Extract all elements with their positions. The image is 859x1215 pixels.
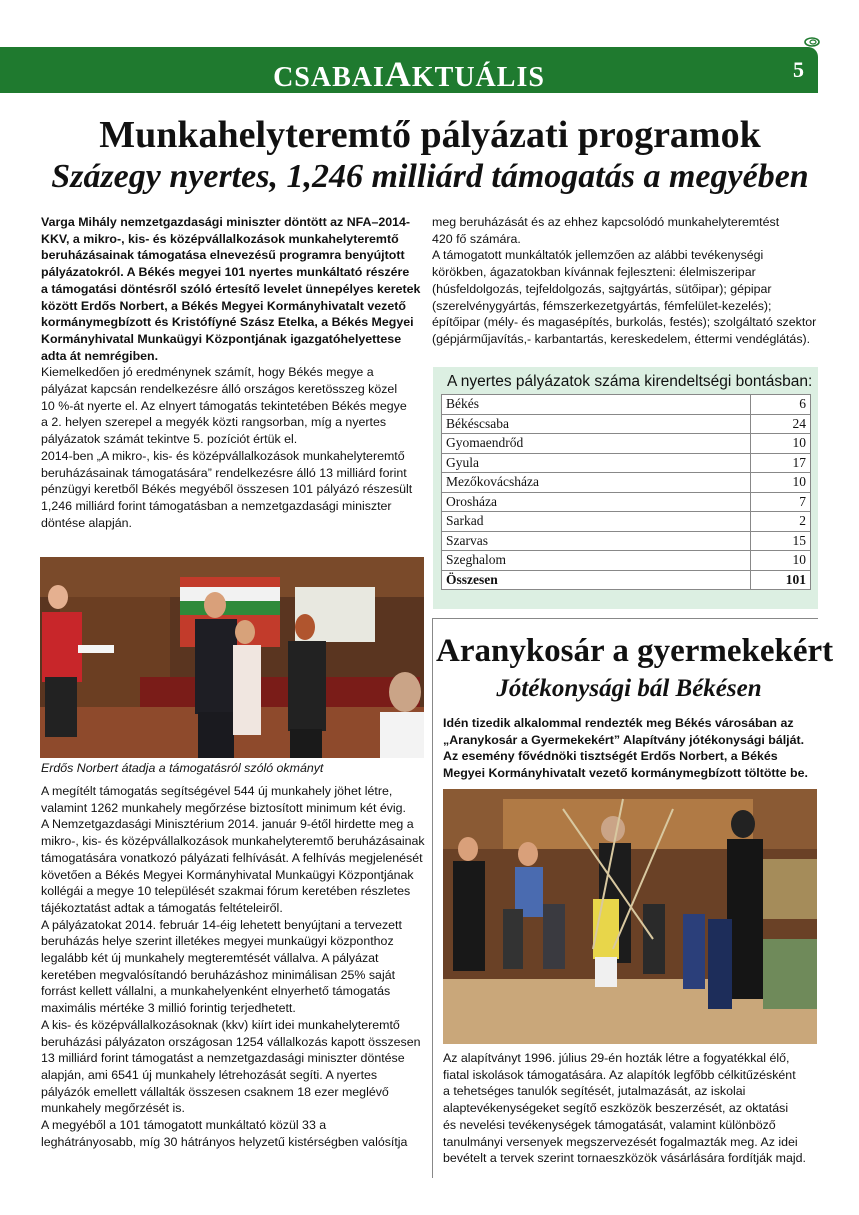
lead-line: Kormányhivatal Munkaügyi Központjának igazgatóhelyettese (41, 331, 402, 346)
body-line: támogatására vonatkozó pályázati felhívását. A felhívás megjelenését (41, 850, 423, 865)
lead-line: Az esemény fővédnöki tisztségét Erdős Norbert, a Békés (443, 749, 778, 764)
article-lead (41, 214, 427, 364)
lead-line: között Erdős Norbert, a Békés Megyei Kormányhivatalt vezető (41, 298, 406, 313)
left-column-bottom (41, 783, 427, 1150)
charity-ball-photo (443, 789, 817, 1044)
table-row (442, 473, 811, 493)
lead-line: KKV, a mikro-, kis- és középvállalkozások munkahelyteremtő (41, 231, 399, 246)
title-initial: A (384, 54, 412, 94)
body-line: körökben, ágazatokban kívánnak fejleszteni: élelmiszeripar (432, 265, 756, 280)
lead-line: Idén tizedik alkalommal rendezték meg Békés városában az (443, 716, 794, 730)
body-line: építőipar (mély- és magasépítés, burkolás, festés); szolgáltató szektor (432, 315, 817, 330)
photo-caption: Erdős Norbert átadja a támogatásról szóló okmányt (41, 761, 324, 775)
body-line: A támogatott munkáltatók jellemzően az alábbi tevékenységi (432, 248, 764, 263)
table-cell-name: Békéscsaba (442, 414, 751, 434)
body-line: a tehetséges tanulók segítését, jutalmazását, az iskolai (443, 1084, 746, 1099)
article2-title: Aranykosár a gyermekekért (436, 633, 834, 669)
body-line: beruházás helye szerint illetékes megyei munkaügyi központhoz (41, 934, 394, 949)
lead-line: kormánymegbízott és Kristófíyné Szász Etelka, a Békés Megyei (41, 315, 414, 330)
table-row (442, 551, 811, 571)
lead-line: „Aranykosár a Gyermekekért” Alapítvány jótékonysági bálját. (443, 732, 805, 747)
lead-line: adta át nemrégiben. (41, 348, 159, 363)
body-line: bevételt a tervek szerint tornaeszközök vásárlására fordítják majd. (443, 1151, 806, 1166)
header-bar (0, 47, 818, 93)
table-row (442, 492, 811, 512)
lead-line: beruházásainak támogatása elnevezésű programra benyújtott (41, 248, 405, 263)
body-line: (gépjárműjavítás,- karbantartás, kereskedelem, éttermi vendéglátás). (432, 331, 811, 346)
body-line: A megítélt támogatás segítségével 544 új munkahely jöhet létre, (41, 784, 393, 798)
article2-subtitle: Jótékonysági bál Békésen (496, 675, 762, 702)
table-cell-name: Gyomaendrőd (442, 434, 751, 454)
table-title: A nyertes pályázatok száma kirendeltségi bontásban: (447, 373, 813, 390)
body-line: beruházásainak támogatására” rendelkezésre álló 13 milliárd forint (41, 465, 407, 480)
title-rest: KTUÁLIS (411, 62, 545, 93)
swirl-logo-icon (803, 37, 821, 47)
table-cell-value: 2 (751, 512, 811, 532)
body-line: 13 milliárd forint támogatást a nemzetgazdasági miniszter döntése (41, 1051, 405, 1066)
table-row (442, 434, 811, 454)
body-line: leghátrányosabb, míg 30 hátrányos helyzetű kistérségben valósítja (41, 1134, 408, 1149)
body-line: (szerelvénygyártás, fémszerkezetgyártás, fémfelület-kezelés); (432, 298, 772, 313)
article2-body (443, 1050, 823, 1167)
lead-line: a támogatási döntésről szóló értesítő levelet ünnepélyes keretek (41, 281, 421, 296)
body-line: A Nemzetgazdasági Minisztérium 2014. január 9-étől hirdette meg a (41, 817, 414, 832)
lead-line: Megyei Kormányhivatalt vezető kormánymegbízott töltötte be. (443, 766, 808, 781)
table-row (442, 512, 811, 532)
table-cell-value: 17 (751, 453, 811, 473)
body-line: (húsfeldolgozás, tejfeldolgozás, sajtgyártás, sütőipar); gépipar (432, 281, 772, 296)
table-total-label: Összesen (442, 570, 751, 590)
table-row (442, 414, 811, 434)
body-line: beruházási pályázaton országosan 1254 vállalkozás kapott összesen (41, 1034, 421, 1049)
table-cell-value: 24 (751, 414, 811, 434)
table-row (442, 453, 811, 473)
body-line: A kis- és középvállalkozásoknak (kkv) kiírt idei munkahelyteremtő (41, 1017, 400, 1032)
table-cell-value: 10 (751, 551, 811, 571)
body-line: keretében megvalósítandó beruházáshoz minimálisan 25% saját (41, 967, 396, 982)
table-cell-name: Orosháza (442, 492, 751, 512)
body-text (41, 364, 427, 531)
body-line: maximális mértéke 3 millió forintig terjedhetett. (41, 1001, 296, 1016)
section-divider-vertical (432, 618, 433, 1178)
body-line: tanulmányi versenyek megszervezését fogalmazták meg. Az idei (443, 1134, 798, 1149)
body-line: a 2. helyen szerepel a megyék közti rangsorban, míg a nyertes (41, 415, 387, 430)
body-line: meg beruházását és az ehhez kapcsolódó munkahelyteremtést (432, 215, 780, 229)
table-cell-name: Sarkad (442, 512, 751, 532)
body-line: kollégái a megye 10 települését szakmai fórum keretében részletes (41, 884, 411, 899)
table-total-value: 101 (751, 570, 811, 590)
body-line: és nevelési tevékenységek támogatását, valamint különböző (443, 1117, 776, 1132)
body-line: tájékoztatást adtak a támogatás feltételeiről. (41, 900, 283, 915)
left-column-top (41, 214, 427, 531)
table-row (442, 395, 811, 415)
table-total-row (442, 570, 811, 590)
right-column-top (432, 214, 824, 348)
article-subtitle: Százegy nyertes, 1,246 milliárd támogatás a megyében (51, 158, 809, 195)
table-cell-value: 15 (751, 531, 811, 551)
table-cell-value: 7 (751, 492, 811, 512)
table-cell-value: 10 (751, 434, 811, 454)
table-cell-name: Szeghalom (442, 551, 751, 571)
table-row (442, 531, 811, 551)
lead-line: pályázatokról. A Békés megyei 101 nyertes munkáltató részére (41, 265, 410, 280)
table-cell-value: 10 (751, 473, 811, 493)
body-line: valamint 1262 munkahely megőrzése biztosított minimum két évig. (41, 800, 406, 815)
body-line: döntése alapján. (41, 515, 132, 530)
page-number: 5 (793, 57, 804, 82)
title-prefix: CSABAI (273, 62, 385, 93)
body-line: 2014-ben „A mikro-, kis- és középvállalkozások munkahelyteremtő (41, 448, 405, 463)
body-line: fiatal iskolások támogatására. Az alapítók legfőbb célkitűzésként (443, 1067, 796, 1082)
table-cell-name: Szarvas (442, 531, 751, 551)
body-line: pályázatok számát tekintve 5. pozíciót értük el. (41, 432, 298, 447)
body-line: 10 %-át nyerte el. Az elnyert támogatás tekintetében Békés megye (41, 398, 407, 413)
winners-table-box (433, 367, 818, 609)
body-line: alapján, ami 6541 új munkahely létrehozását segíti. A nyertes (41, 1067, 378, 1082)
article2-lead (443, 715, 823, 782)
body-line: követően a Békés Megyei Kormányhivatal Munkaügyi Központjának (41, 867, 414, 882)
body-line: Kiemelkedően jó eredménynek számít, hogy Békés megye a (41, 365, 374, 380)
body-line: alaptevékenységeket segítő eszközök beszerzését, az oktatási (443, 1101, 789, 1116)
winners-table (441, 394, 811, 590)
body-line: forrást kellett vállalni, a munkahelyenként elnyerhető támogatás (41, 984, 391, 999)
body-line: 1,246 milliárd forint támogatásban a nemzetgazdasági miniszter (41, 498, 392, 513)
table-cell-name: Gyula (442, 453, 751, 473)
body-line: A pályázatokat 2014. február 14-éig lehetett benyújtani a tervezett (41, 917, 402, 932)
ceremony-photo (40, 557, 424, 758)
section-divider-horizontal (432, 618, 818, 619)
lead-line: Varga Mihály nemzetgazdasági miniszter döntött az NFA–2014- (41, 215, 411, 229)
article-title: Munkahelyteremtő pályázati programok (99, 114, 761, 156)
table-cell-value: 6 (751, 395, 811, 415)
body-line: munkahely megőrzését is. (41, 1101, 185, 1116)
body-line: mikro-, kis- és középvállalkozások munkahelyteremtő beruházásainak (41, 834, 425, 849)
table-cell-name: Mezőkovácsháza (442, 473, 751, 493)
magazine-title (0, 53, 818, 95)
body-line: Az alapítványt 1996. július 29-én hozták létre a fogyatékkal élő, (443, 1051, 790, 1065)
body-line: pályázat kapcsán rendelkezésre álló országos keretösszeg közel (41, 382, 398, 397)
body-line: pályázók emellett vállalták összesen csaknem 18 ezer meglévő (41, 1084, 389, 1099)
body-line: 420 fő számára. (432, 231, 521, 246)
body-line: pénzügyi keretből Békés megyéből összesen 101 pályázó részesült (41, 482, 413, 497)
body-line: legalább két új munkahely megteremtését vállalva. A pályázat (41, 951, 379, 966)
table-cell-name: Békés (442, 395, 751, 415)
body-line: A megyéből a 101 támogatott munkáltató közül 33 a (41, 1118, 327, 1133)
